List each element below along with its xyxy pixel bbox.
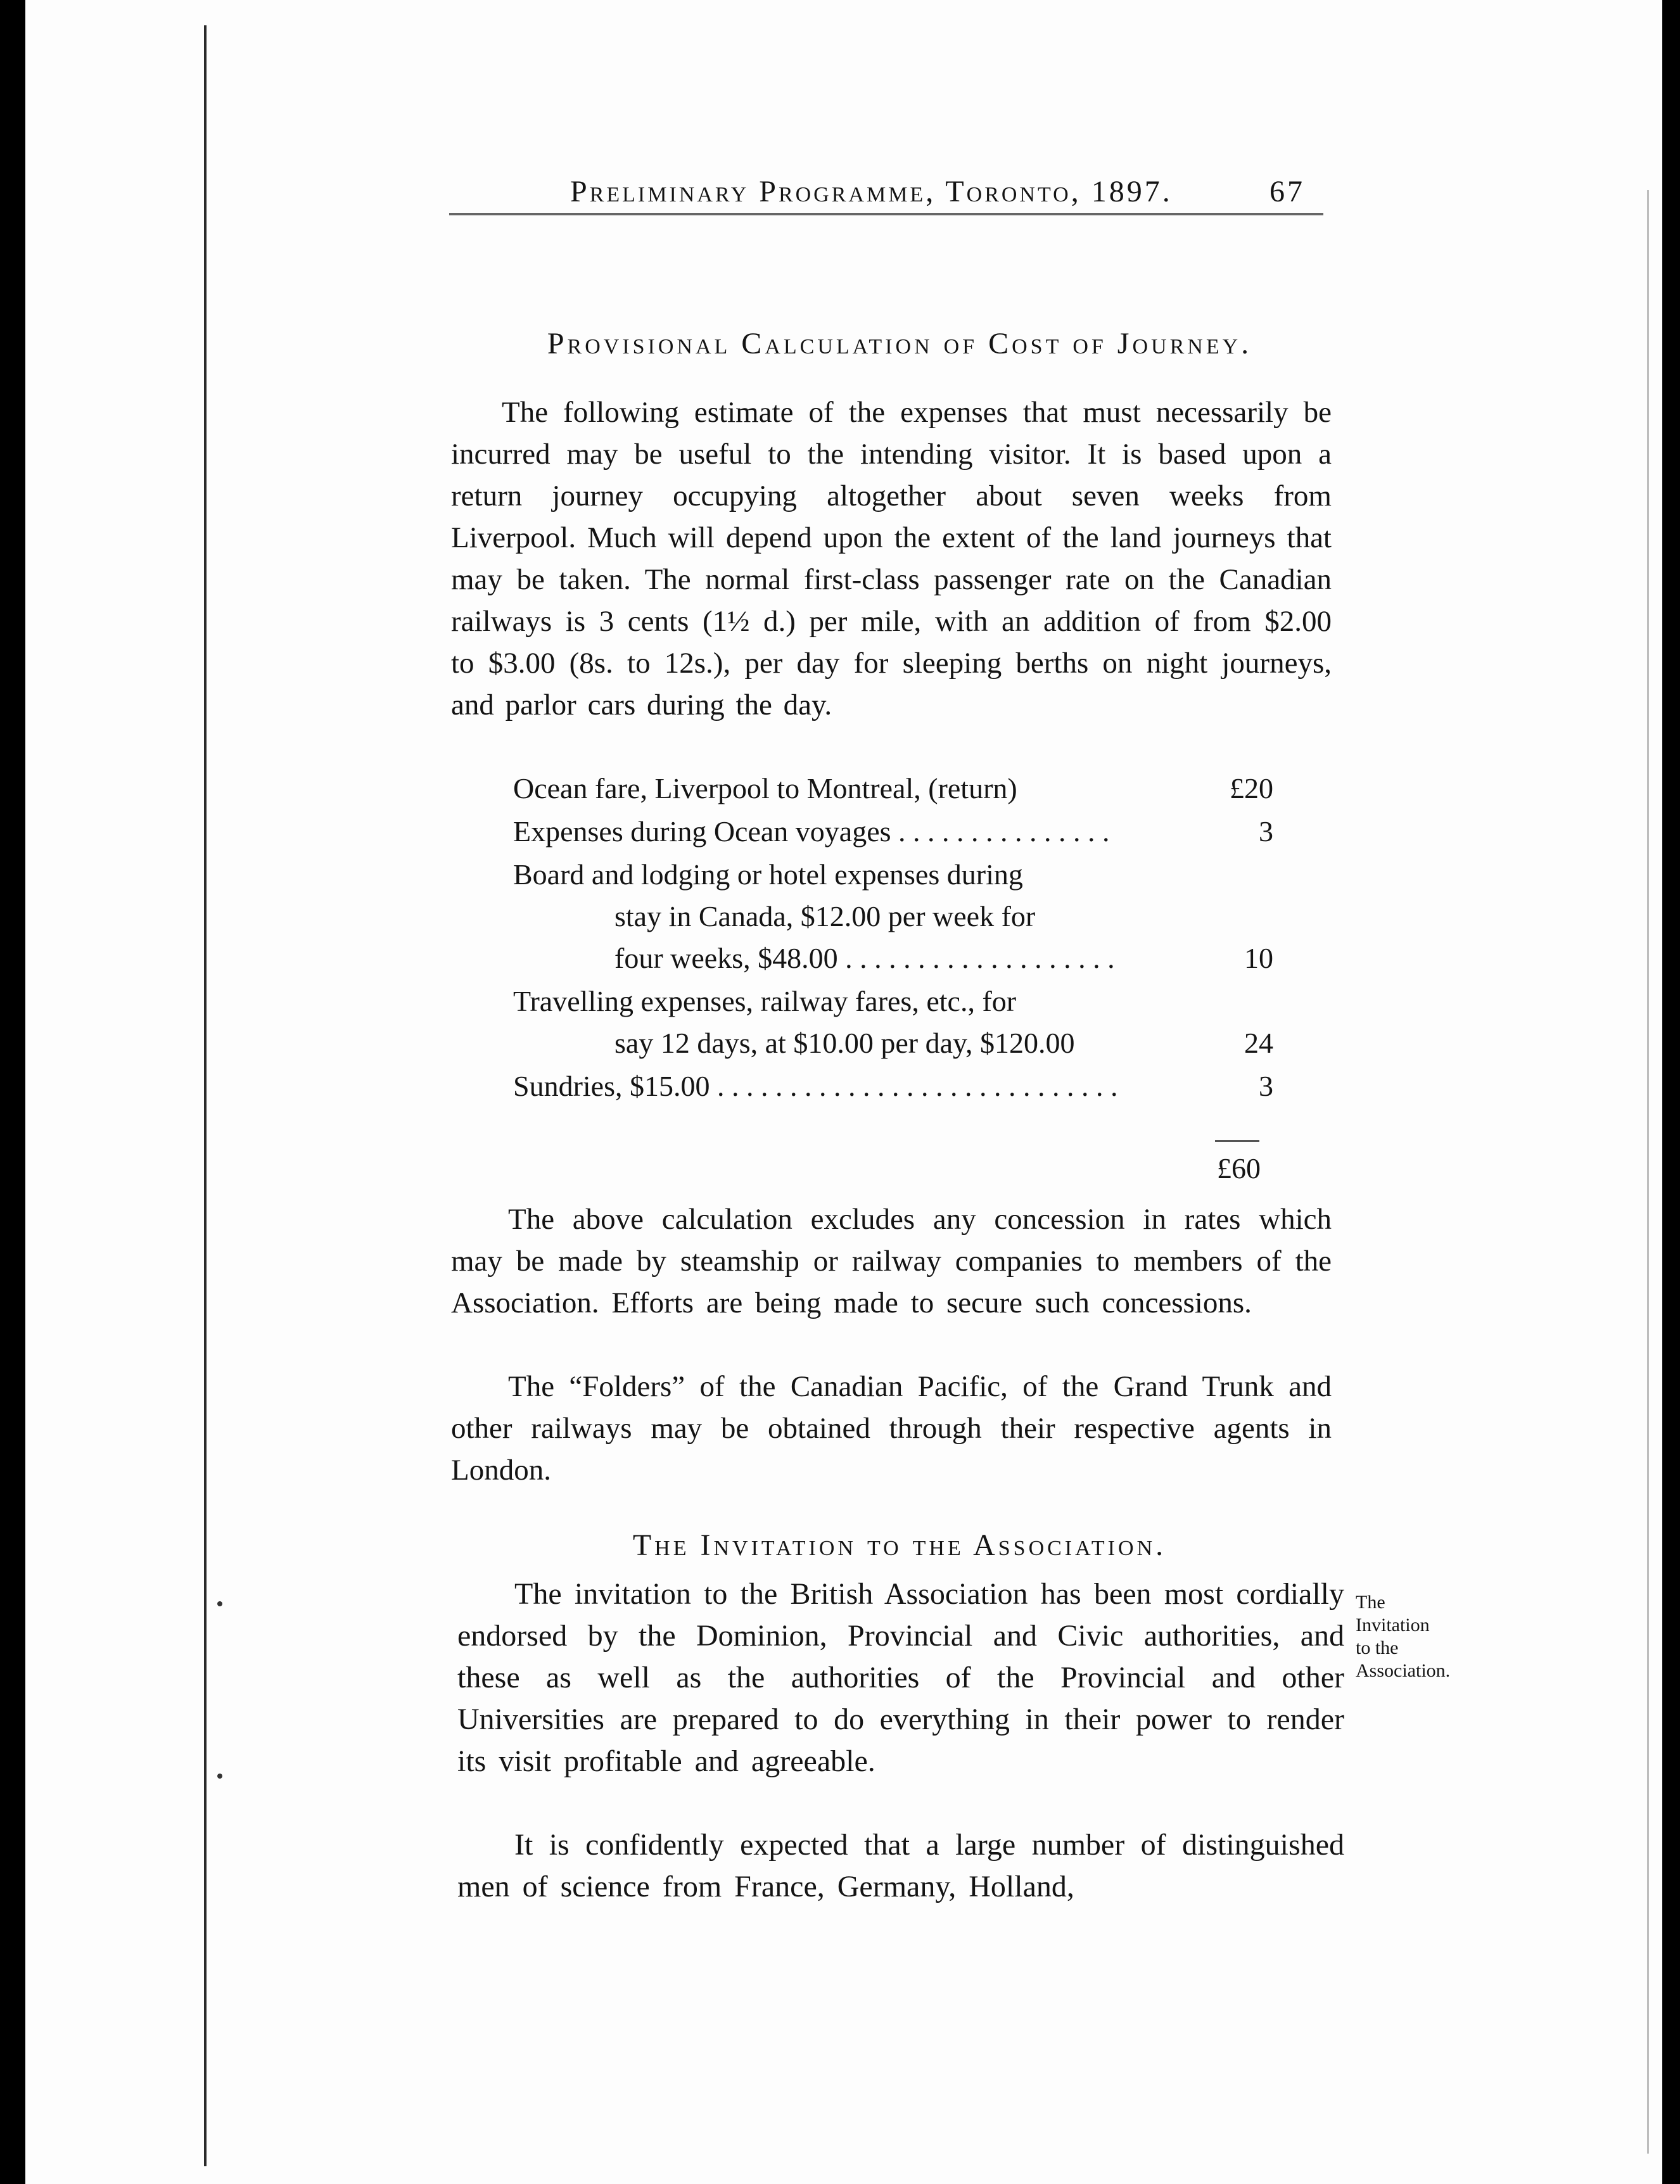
binding-gutter-line (204, 25, 207, 2166)
cost-item-travelling (513, 981, 1273, 1064)
cost-item-label: Sundries, $15.00 . . . . . . . . . . . . . . . . . . . . . . . . . . . . (513, 1070, 1118, 1102)
invitation-paragraph: The invitation to the British Association has been most cordially endorsed by the Dominion, Provincial and Civic authorities, and these as well as the authorities of the Provincial and other Universities are prepared to do everything in their power to render its visit profitable and agreeable. (457, 1577, 1344, 1778)
gutter-dot (217, 1601, 222, 1606)
cost-item-label: Board and lodging or hotel expenses during (513, 858, 1023, 891)
cost-total: £60 (1217, 1152, 1261, 1184)
invitation-continuation-paragraph: It is confidently expected that a large number of distinguished men of science from France, Germany, Holland, (457, 1828, 1344, 1903)
cost-item-amount: £20 (1230, 772, 1273, 804)
header-rule (449, 213, 1323, 215)
calculation-note-paragraph: The above calculation excludes any concession in rates which may be made by steamship or railway companies to members of the Association. Efforts are being made to secure such concessions. (451, 1203, 1332, 1319)
cost-item-sundries (513, 1065, 1273, 1107)
running-head (570, 174, 1305, 209)
cost-item-label: Travelling expenses, railway fares, etc., for (513, 985, 1017, 1017)
cost-item-label: Expenses during Ocean voyages . . . . . . . . . . . . . . . (513, 815, 1110, 848)
total-rule (1215, 1140, 1259, 1142)
page-edge-line (1647, 190, 1649, 2154)
cost-item-amount: 10 (1244, 942, 1273, 974)
cost-item-amount: 24 (1244, 1027, 1273, 1059)
cost-item-label: Ocean fare, Liverpool to Montreal, (return) (513, 772, 1017, 804)
gutter-dot (217, 1774, 222, 1779)
cost-section-heading: Provisional Calculation of Cost of Journey. (547, 327, 1252, 360)
cost-item-amount: 3 (1259, 1070, 1273, 1102)
cost-item-board-lodging (513, 854, 1273, 979)
invitation-section-heading: The Invitation to the Association. (632, 1528, 1167, 1562)
cost-item-amount: 3 (1259, 815, 1273, 848)
cost-intro-paragraph: The following estimate of the expenses that must necessarily be incurred may be useful to the intending visitor. It is based upon a return journey occupying altogether about seven weeks from Liverpool. Much will depend upon the extent of the land journeys that may be taken. The normal first-class passenger rate on the Canadian railways is 3 cents (1½ d.) per mile, with an addition of from $2.00 to $3.00 (8s. to 12s.), per day for sleeping berths on night journeys, and parlor cars during the day. (451, 396, 1332, 721)
margin-note: The Invitation to the Association. (1356, 1592, 1451, 1681)
cost-item-ocean-expenses (513, 811, 1273, 853)
cost-item-continuation: four weeks, $48.00 . . . . . . . . . . . . . . . . . . . (614, 942, 1115, 974)
running-head-title: Preliminary Programme, Toronto, 1897. (570, 175, 1173, 208)
cost-table (513, 768, 1273, 1107)
cost-item-continuation: say 12 days, at $10.00 per day, $120.00 (614, 1027, 1075, 1059)
folders-paragraph: The “Folders” of the Canadian Pacific, of the Grand Trunk and other railways may be obtained through their respective agents in London. (451, 1370, 1332, 1487)
cost-item-continuation: stay in Canada, $12.00 per week for (614, 900, 1036, 932)
page-number: 67 (1270, 175, 1305, 208)
cost-item-ocean-fare (513, 768, 1273, 809)
